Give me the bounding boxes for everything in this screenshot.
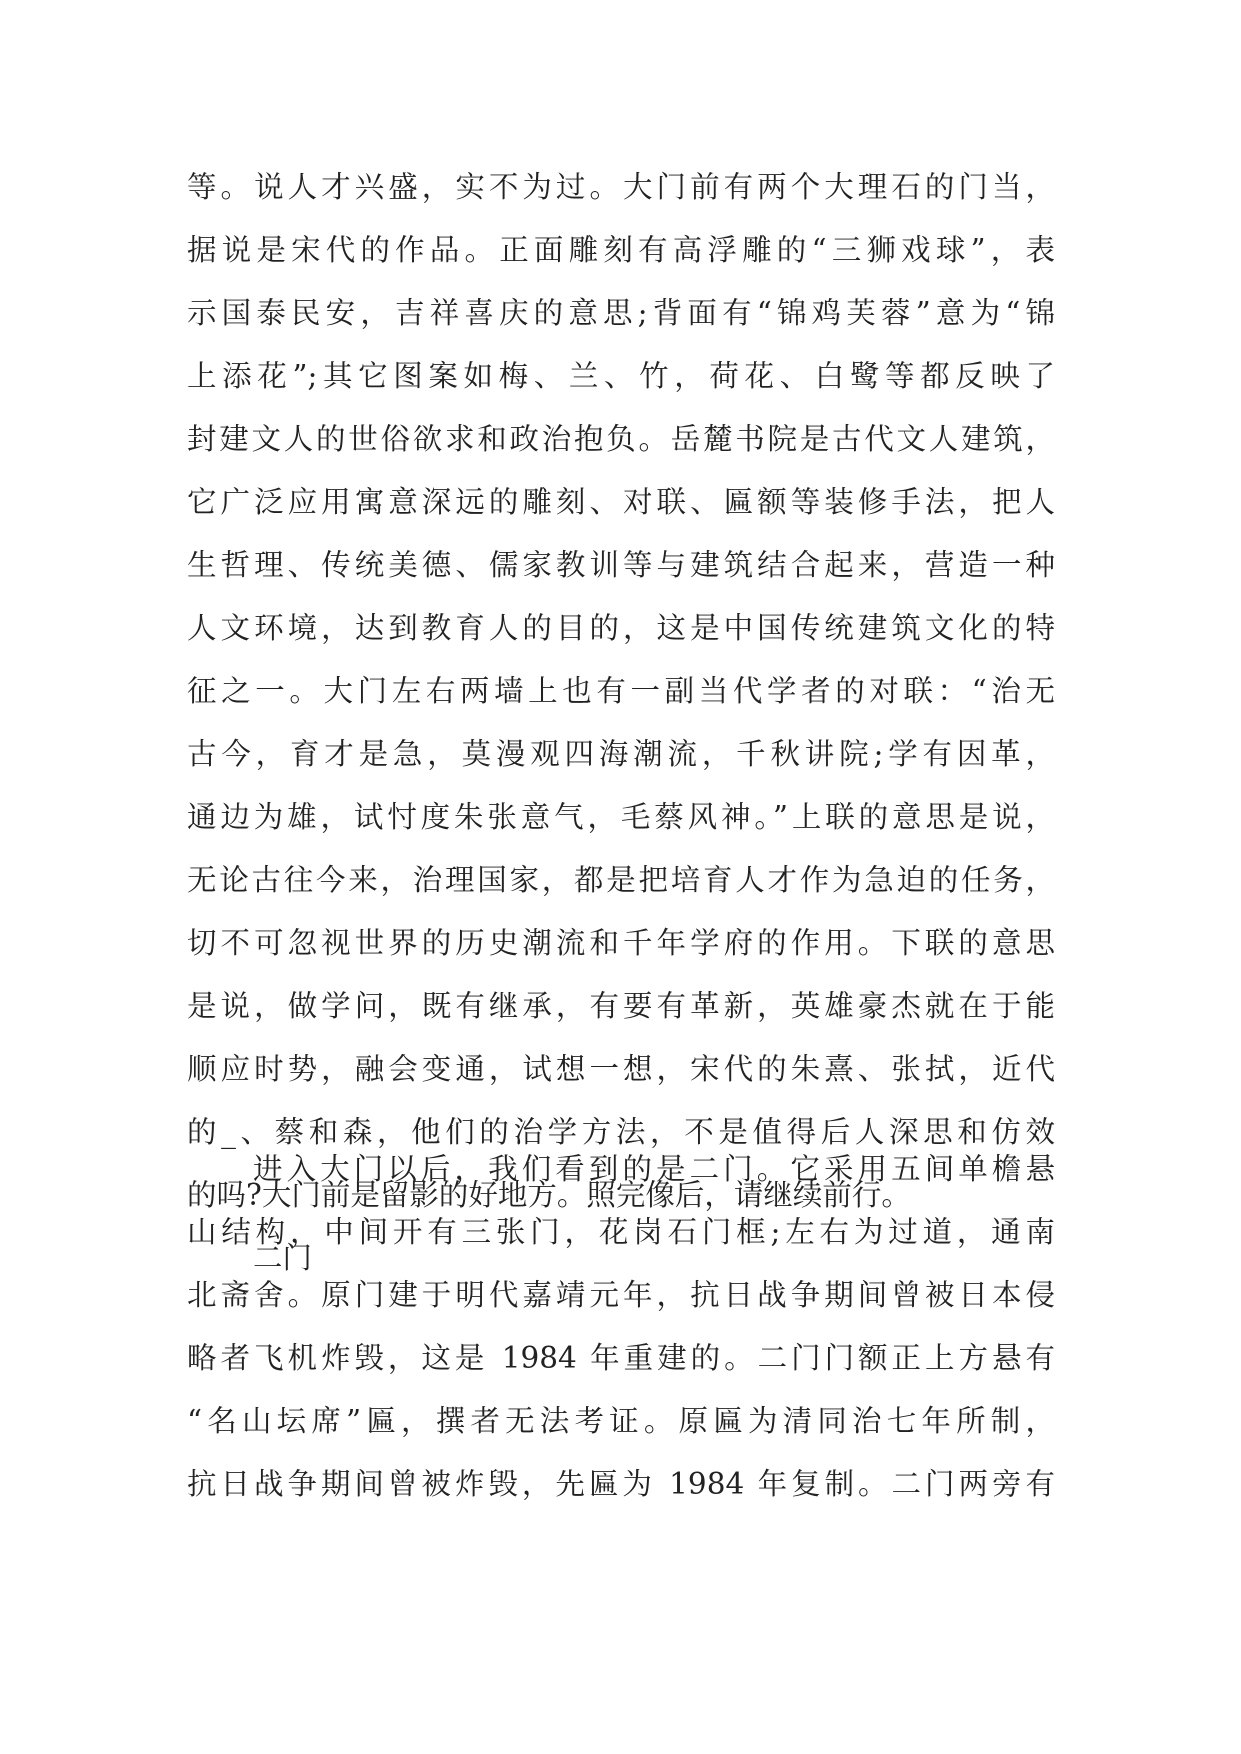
text-line: “名山坛席”匾，撰者无法考证。原匾为清同治七年所制， — [187, 1404, 1055, 1438]
text-line: 的_、蔡和森，他们的治学方法，不是值得后人深思和仿效 — [187, 1115, 1055, 1149]
text-line: 等。说人才兴盛，实不为过。大门前有两个大理石的门当， — [187, 170, 1055, 204]
text-line: 进入大门以后，我们看到的是二门。它采用五间单檐悬 — [253, 1152, 1055, 1186]
text-line: 生哲理、传统美德、儒家教训等与建筑结合起来，营造一种 — [187, 548, 1055, 582]
text-line: 顺应时势，融会变通，试想一想，宋代的朱熹、张拭，近代 — [187, 1052, 1055, 1086]
text-line: 它广泛应用寓意深远的雕刻、对联、匾额等装修手法，把人 — [187, 485, 1055, 519]
text-line: 通边为雄，试忖度朱张意气，毛蔡风神。”上联的意思是说， — [187, 800, 1055, 834]
text-line: 征之一。大门左右两墙上也有一副当代学者的对联：“治无 — [187, 674, 1055, 708]
text-line: 示国泰民安，吉祥喜庆的意思;背面有“锦鸡芙蓉”意为“锦 — [187, 296, 1055, 330]
text-line: 人文环境，达到教育人的目的，这是中国传统建筑文化的特 — [187, 611, 1055, 645]
text-line: 古今，育才是急，莫漫观四海潮流，千秋讲院;学有因革， — [187, 737, 1055, 771]
text-line: 无论古往今来，治理国家，都是把培育人才作为急迫的任务， — [187, 863, 1055, 897]
text-line: 的吗?大门前是留影的好地方。照完像后，请继续前行。 — [187, 1178, 911, 1212]
body-text — [187, 156, 1055, 1290]
text-line: 是说，做学问，既有继承，有要有革新，英雄豪杰就在于能 — [187, 989, 1055, 1023]
text-line: 略者飞机炸毁，这是 1984 年重建的。二门门额正上方悬有 — [187, 1341, 1055, 1375]
body-text — [187, 1138, 1055, 1516]
text-line: 北斋舍。原门建于明代嘉靖元年，抗日战争期间曾被日本侵 — [187, 1278, 1055, 1312]
text-line: 山结构，中间开有三张门，花岗石门框;左右为过道，通南 — [187, 1215, 1055, 1249]
text-line: 据说是宋代的作品。正面雕刻有高浮雕的“三狮戏球”，表 — [187, 233, 1055, 267]
text-line: 上添花”;其它图案如梅、兰、竹，荷花、白鹭等都反映了 — [187, 359, 1055, 393]
text-line: 切不可忽视世界的历史潮流和千年学府的作用。下联的意思 — [187, 926, 1055, 960]
text-line: 抗日战争期间曾被炸毁，先匾为 1984 年复制。二门两旁有 — [187, 1467, 1055, 1501]
section-heading: 二门 — [253, 1241, 313, 1275]
text-line: 封建文人的世俗欲求和政治抱负。岳麓书院是古代文人建筑， — [187, 422, 1055, 456]
